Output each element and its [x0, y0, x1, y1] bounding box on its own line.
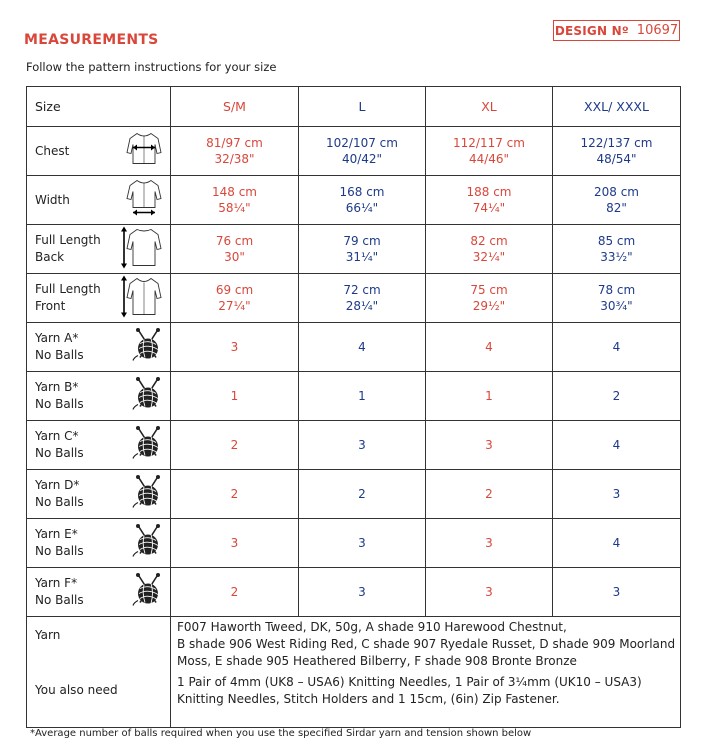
value-cell-xl	[426, 568, 553, 617]
value-primary: 3	[485, 536, 493, 550]
value-primary: 2	[612, 389, 621, 403]
value-cell-l	[299, 225, 426, 274]
value-primary: 3	[230, 536, 239, 550]
value-primary: 3	[612, 487, 621, 501]
value-cell-sm	[171, 519, 299, 568]
table-row	[27, 176, 681, 225]
value-cell-xl	[426, 519, 553, 568]
row-label	[27, 421, 171, 470]
value-secondary: 48/54"	[596, 152, 637, 166]
footnote: *Average number of balls required when you use the specified Sirdar yarn and tension shown below	[30, 728, 532, 739]
value-primary: 2	[230, 438, 239, 452]
row-label-line1: Width	[35, 192, 70, 207]
value-primary: 122/137 cm	[580, 136, 653, 150]
value-cell-l	[299, 323, 426, 372]
row-label	[27, 372, 171, 421]
row-label-line1: Full Length	[35, 233, 101, 247]
value-cell-l	[299, 176, 426, 225]
value-cell-xl	[426, 274, 553, 323]
value-cell-l	[299, 519, 426, 568]
yarn-ball-icon	[132, 377, 164, 416]
value-primary: 2	[230, 585, 239, 599]
yarn-ball-icon	[132, 524, 164, 563]
width-diagram-icon	[124, 179, 164, 222]
value-cell-sm	[171, 470, 299, 519]
value-primary: 2	[485, 487, 493, 501]
value-primary: 81/97 cm	[206, 136, 263, 150]
length-front-diagram-icon	[118, 273, 164, 324]
value-primary: 3	[358, 438, 366, 452]
value-primary: 188 cm	[466, 185, 512, 199]
size-xxl-xxxl: XXL/ XXXL	[553, 87, 681, 127]
value-primary: 76 cm	[215, 234, 254, 248]
value-cell-l	[299, 274, 426, 323]
row-label-line1: Yarn A*	[35, 331, 79, 345]
value-primary: 4	[612, 340, 621, 354]
chest-diagram-icon	[124, 131, 164, 172]
row-label	[27, 470, 171, 519]
yarn-line: B shade 906 West Riding Red, C shade 907 Ryedale Russet, D shade 909 Moorland	[177, 637, 676, 651]
value-cell-xxl-xxxl	[553, 274, 681, 323]
yarn-description	[171, 617, 681, 673]
need-row	[27, 672, 681, 728]
value-secondary: 27¹⁄₄"	[218, 299, 251, 313]
table-row	[27, 274, 681, 323]
value-cell-l	[299, 372, 426, 421]
row-label-line2: No Balls	[35, 495, 84, 509]
value-cell-xxl-xxxl	[553, 519, 681, 568]
value-secondary: 32¹⁄₄"	[472, 250, 506, 264]
value-cell-xl	[426, 421, 553, 470]
value-primary: 208 cm	[593, 185, 639, 199]
value-cell-xl	[426, 176, 553, 225]
value-primary: 1	[230, 389, 239, 403]
value-primary: 3	[230, 340, 239, 354]
row-label-line1: Yarn E*	[35, 527, 78, 541]
value-cell-l	[299, 421, 426, 470]
value-primary: 1	[485, 389, 493, 403]
value-primary: 4	[612, 536, 621, 550]
value-primary: 1	[358, 389, 366, 403]
value-cell-xl	[426, 127, 553, 176]
value-primary: 3	[485, 438, 493, 452]
value-primary: 85 cm	[597, 234, 636, 248]
row-label	[27, 568, 171, 617]
value-cell-l	[299, 568, 426, 617]
table-row	[27, 421, 681, 470]
value-cell-sm	[171, 421, 299, 470]
table-row	[27, 568, 681, 617]
need-line: Knitting Needles, Stitch Holders and 1 15cm, (6in) Zip Fastener.	[177, 692, 560, 706]
value-primary: 4	[485, 340, 493, 354]
page-subtitle: Follow the pattern instructions for your size	[26, 60, 277, 74]
row-label-line2: No Balls	[35, 348, 84, 362]
length-back-diagram-icon	[118, 224, 164, 275]
value-secondary: 33¹⁄₂"	[600, 250, 633, 264]
value-cell-xxl-xxxl	[553, 372, 681, 421]
value-secondary: 40/42"	[341, 152, 383, 166]
value-secondary: 29¹⁄₂"	[472, 299, 506, 313]
value-cell-sm	[171, 274, 299, 323]
value-secondary: 44/46"	[468, 152, 510, 166]
row-label-line1: Yarn D*	[35, 478, 80, 492]
yarn-ball-icon	[132, 328, 164, 367]
value-cell-xl	[426, 323, 553, 372]
value-secondary: 58¹⁄₄"	[218, 201, 251, 215]
value-primary: 75 cm	[470, 283, 508, 297]
row-label	[27, 225, 171, 274]
size-header-row	[27, 87, 681, 127]
value-primary: 168 cm	[339, 185, 385, 199]
value-cell-xxl-xxxl	[553, 176, 681, 225]
row-label	[27, 127, 171, 176]
row-label-line1: Chest	[35, 143, 70, 158]
value-secondary: 82"	[606, 201, 627, 215]
table-row	[27, 323, 681, 372]
value-secondary: 74¹⁄₄"	[472, 201, 506, 215]
value-primary: 69 cm	[215, 283, 254, 297]
row-label-line2: No Balls	[35, 397, 84, 411]
value-cell-xl	[426, 372, 553, 421]
size-label: Size	[27, 87, 171, 127]
value-cell-xxl-xxxl	[553, 421, 681, 470]
value-secondary: 28¹⁄₄"	[345, 299, 379, 313]
value-cell-sm	[171, 372, 299, 421]
yarn-ball-icon	[132, 475, 164, 514]
value-secondary: 30"	[224, 250, 245, 264]
row-label	[27, 274, 171, 323]
table-row	[27, 127, 681, 176]
need-line: 1 Pair of 4mm (UK8 – USA6) Knitting Needles, 1 Pair of 3¹⁄₄mm (UK10 – USA3)	[177, 675, 642, 689]
value-primary: 79 cm	[343, 234, 381, 248]
need-label: You also need	[27, 672, 171, 728]
row-label-line2: Back	[35, 250, 65, 264]
row-label	[27, 176, 171, 225]
value-cell-xxl-xxxl	[553, 323, 681, 372]
value-primary: 2	[358, 487, 366, 501]
page-title: MEASUREMENTS	[24, 32, 159, 48]
yarn-line: Moss, E shade 905 Heathered Bilberry, F shade 908 Bronte Bronze	[177, 654, 577, 668]
row-label	[27, 519, 171, 568]
row-label-line2: No Balls	[35, 593, 84, 607]
row-label	[27, 323, 171, 372]
value-cell-sm	[171, 127, 299, 176]
size-l: L	[299, 87, 426, 127]
design-number: 10697	[636, 23, 679, 38]
table-row	[27, 372, 681, 421]
value-primary: 3	[358, 585, 366, 599]
value-primary: 3	[612, 585, 621, 599]
value-primary: 112/117 cm	[453, 136, 525, 150]
value-primary: 148 cm	[211, 185, 257, 199]
yarn-ball-icon	[132, 426, 164, 465]
value-secondary: 31¹⁄₄"	[345, 250, 379, 264]
need-description	[171, 672, 681, 728]
yarn-label: Yarn	[27, 617, 171, 673]
value-cell-sm	[171, 323, 299, 372]
value-cell-xl	[426, 225, 553, 274]
value-cell-sm	[171, 176, 299, 225]
row-label-line1: Yarn C*	[35, 429, 79, 443]
row-label-line2: No Balls	[35, 446, 84, 460]
size-xl: XL	[426, 87, 553, 127]
row-label-line2: Front	[35, 299, 66, 313]
value-primary: 4	[358, 340, 366, 354]
measurements-table	[26, 86, 681, 728]
value-primary: 72 cm	[343, 283, 381, 297]
table-row	[27, 519, 681, 568]
value-primary: 3	[358, 536, 366, 550]
value-cell-xxl-xxxl	[553, 127, 681, 176]
yarn-ball-icon	[132, 573, 164, 612]
design-label: DESIGN Nº	[554, 23, 629, 38]
value-cell-xxl-xxxl	[553, 225, 681, 274]
table-row	[27, 225, 681, 274]
yarn-row	[27, 617, 681, 673]
row-label-line1: Yarn B*	[35, 380, 79, 394]
value-secondary: 30³⁄₄"	[600, 299, 633, 313]
row-label-line1: Full Length	[35, 282, 101, 296]
value-cell-xxl-xxxl	[553, 568, 681, 617]
table-row	[27, 470, 681, 519]
value-cell-xxl-xxxl	[553, 470, 681, 519]
value-secondary: 66¹⁄₄"	[345, 201, 379, 215]
row-label-line2: No Balls	[35, 544, 84, 558]
value-primary: 2	[230, 487, 239, 501]
value-primary: 4	[612, 438, 621, 452]
value-cell-xl	[426, 470, 553, 519]
value-secondary: 32/38"	[214, 152, 255, 166]
value-primary: 78 cm	[597, 283, 636, 297]
size-sm: S/M	[171, 87, 299, 127]
value-cell-l	[299, 127, 426, 176]
value-primary: 102/107 cm	[326, 136, 398, 150]
yarn-line: F007 Haworth Tweed, DK, 50g, A shade 910 Harewood Chestnut,	[177, 620, 567, 634]
row-label-line1: Yarn F*	[35, 576, 78, 590]
design-number-box	[553, 20, 680, 41]
value-primary: 3	[485, 585, 493, 599]
value-primary: 82 cm	[470, 234, 508, 248]
value-cell-sm	[171, 225, 299, 274]
value-cell-l	[299, 470, 426, 519]
value-cell-sm	[171, 568, 299, 617]
